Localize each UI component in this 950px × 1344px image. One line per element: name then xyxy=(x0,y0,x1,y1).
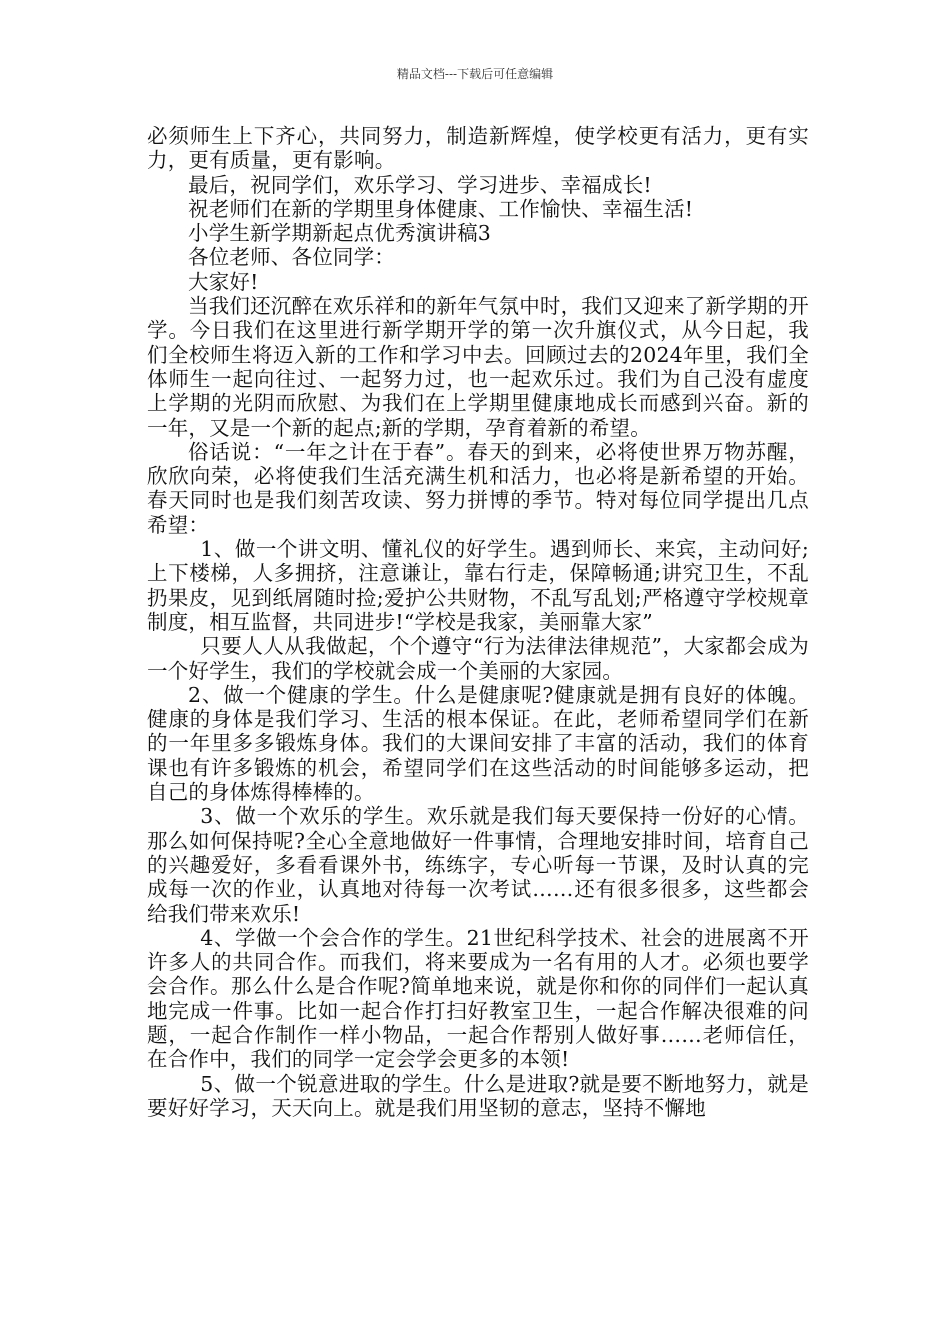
speech-title: 小学生新学期新起点优秀演讲稿3 xyxy=(188,221,492,246)
paragraph-8: 俗话说：“一年之计在于春”。春天的到来，必将使世界万物苏醒，欣欣向荣，必将使我们生活充满生机和活力，也必将是新希望的开始。春天同时也是我们刻苦攻读、努力拼博的季节。特对每位同学提出几点希望： xyxy=(147,439,809,537)
salutation: 各位老师、各位同学： xyxy=(188,245,395,270)
hope-item-5: 5、做一个锐意进取的学生。什么是进取?就是要不断地努力，就是要好好学习，天天向上。就是我们用坚韧的意志，坚持不懈地 xyxy=(147,1071,809,1120)
hope-item-3: 3、做一个欢乐的学生。欢乐就是我们每天要保持一份好的心情。那么如何保持呢?全心全意地做好一件事情，合理地安排时间，培育自己的兴趣爱好，多看看课外书，练练字，专心听每一节课，及时认真的完成每一次的作业，认真地对待每一次考试……还有很多很多，这些都会给我们带来欢乐! xyxy=(147,804,809,926)
document-body xyxy=(147,124,809,1120)
paragraph-2: 最后，祝同学们，欢乐学习、学习进步、幸福成长! xyxy=(188,172,652,197)
page-header: 精品文档---下载后可任意编辑 xyxy=(396,67,554,81)
hope-item-2: 2、做一个健康的学生。什么是健康呢?健康就是拥有良好的体魄。健康的身体是我们学习、生活的根本保证。在此，老师希望同学们在新的一年里多多锻炼身体。我们的大课间安排了丰富的活动，我们的体育课也有许多锻炼的机会，希望同学们在这些活动的时间能够多运动，把自己的身体炼得棒棒的。 xyxy=(147,682,809,805)
greeting: 大家好! xyxy=(188,269,259,294)
paragraph-10: 只要人人从我做起，个个遵守“行为法律法律规范”，大家都会成为一个好学生，我们的学校就会成一个美丽的大家园。 xyxy=(147,634,809,683)
paragraph-3: 祝老师们在新的学期里身体健康、工作愉快、幸福生活! xyxy=(188,196,694,221)
paragraph-1: 必须师生上下齐心，共同努力，制造新辉煌，使学校更有活力，更有实力，更有质量，更有影响。 xyxy=(147,124,809,173)
hope-item-4: 4、学做一个会合作的学生。21世纪科学技术、社会的进展离不开许多人的共同合作。而我们，将来要成为一名有用的人才。必须也要学会合作。那么什么是合作呢?简单地来说，就是你和你的同伴们一起认真地完成一件事。比如一起合作打扫好教室卫生，一起合作解决很难的问题，一起合作制作一样小物品，一起合作帮别人做好事……老师信任，在合作中，我们的同学一定会学会更多的本领! xyxy=(147,925,809,1072)
hope-item-1: 1、做一个讲文明、懂礼仪的好学生。遇到师长、来宾，主动问好;上下楼梯，人多拥挤，注意谦让，靠右行走，保障畅通;讲究卫生，不乱扔果皮，见到纸屑随时捡;爱护公共财物，不乱写乱划;严格遵守学校规章制度，相互监督，共同进步!“学校是我家，美丽靠大家” xyxy=(147,537,809,634)
paragraph-7: 当我们还沉醉在欢乐祥和的新年气氛中时，我们又迎来了新学期的开学。今日我们在这里进行新学期开学的第一次升旗仪式，从今日起，我们全校师生将迈入新的工作和学习中去。回顾过去的2024年里，我们全体师生一起向往过、一起努力过，也一起欢乐过。我们为自己没有虚度上学期的光阴而欣慰、为我们在上学期里健康地成长而感到兴奋。新的一年，又是一个新的起点;新的学期，孕育着新的希望。 xyxy=(147,294,809,440)
